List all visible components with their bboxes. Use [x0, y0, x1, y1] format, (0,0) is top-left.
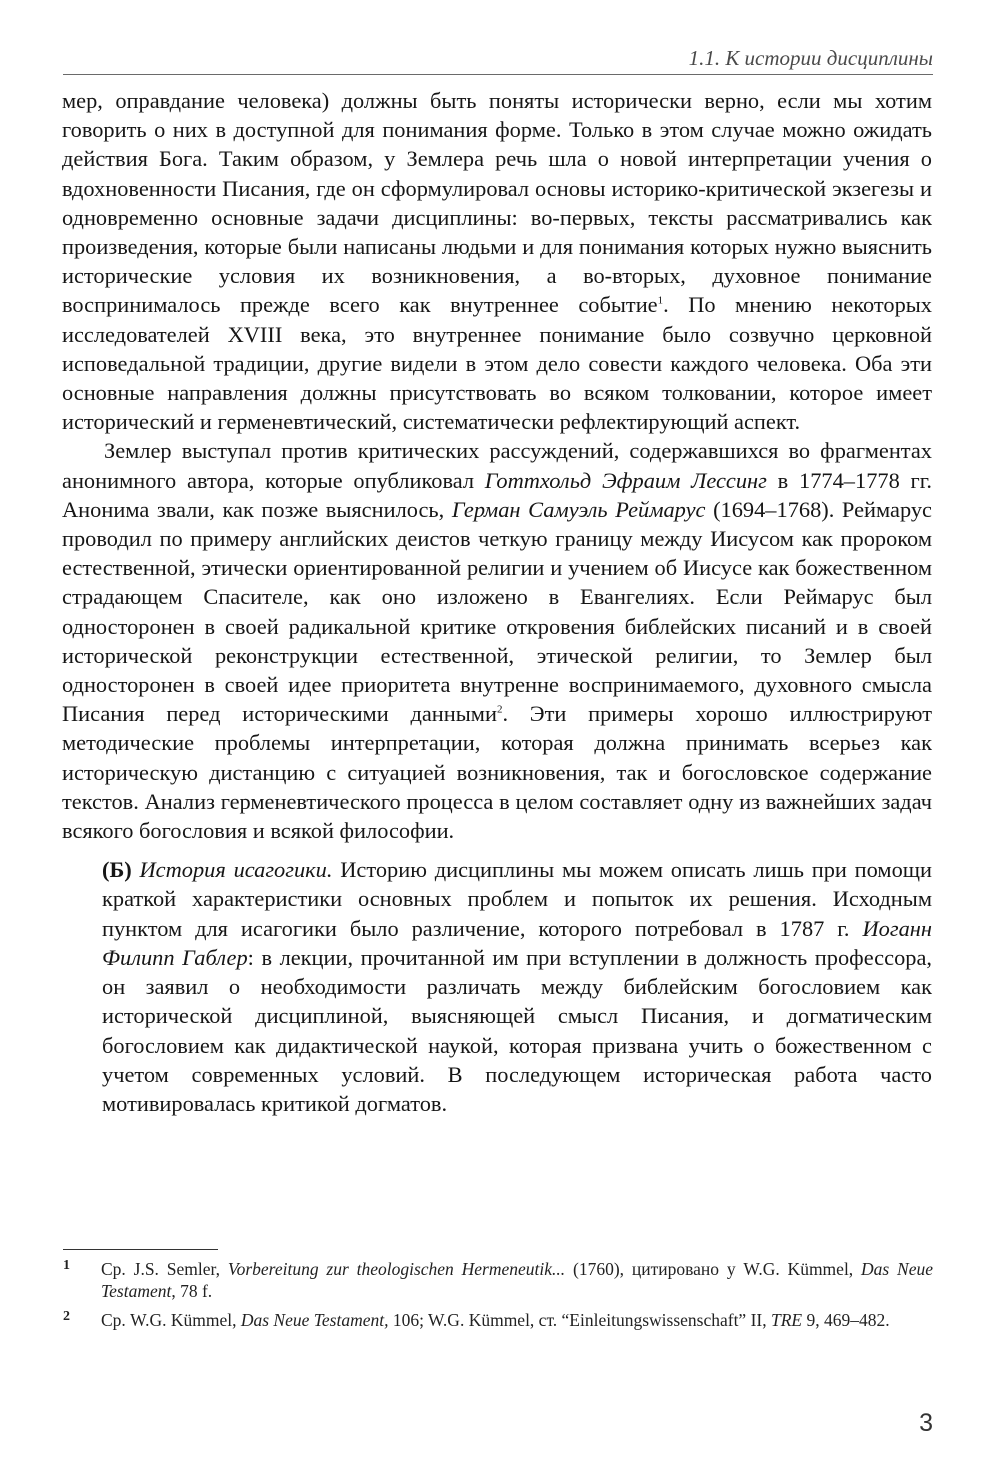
person-name-lessing: Готтхольд Эфраим Лессинг [484, 467, 767, 493]
person-name-gabler: Иоганн Филипп Габлер [102, 915, 932, 970]
main-text [62, 86, 932, 1118]
person-name-reimarus: Герман Самуэль Реймарус [451, 496, 706, 522]
footnote-2-title: Das Neue Testament, [240, 1310, 389, 1330]
section-b-paragraph [102, 855, 932, 1118]
footnote-2 [63, 1309, 933, 1331]
paragraph-2-text-b: в 1774–1778 гг. Анонима звали, как позже выяснилось, [62, 467, 932, 522]
footnote-1-book: Das Neue Testament [101, 1259, 934, 1301]
footnote-ref-1[interactable]: 1 [657, 294, 664, 307]
running-header: 1.1. К истории дисциплины [688, 46, 933, 70]
section-b-text-a: Историю дисциплины мы можем описать лишь при помощи краткой характеристики основных проблем и попыток их решения. Исходным пунктом для исагогики было различение, которого потребовал в 1787 г. [102, 857, 932, 941]
footnote-ref-2[interactable]: 2 [496, 703, 503, 716]
footnote-1-text-b: (1760), цитировано у W.G. Kümmel, [565, 1259, 862, 1279]
paragraph-2 [62, 436, 932, 845]
footnote-rule [63, 1249, 218, 1250]
section-b-label: (Б) [102, 857, 132, 883]
footnote-1-title: Vorbereitung zur theologischen Hermeneutik... [227, 1259, 566, 1279]
paragraph-1 [62, 86, 932, 436]
paragraph-2-text-d: . Эти примеры хорошо иллюстрируют методические проблемы интерпретации, которая должна принимать всерьез как историческую дистанцию с ситуацией возникновения, так и богословское содержание текстов. Анализ герменевтического процесса в целом составляет одну из важнейших задач всякого богословия и всякой философии. [62, 701, 933, 844]
paragraph-1-text-b: . По мнению некоторых исследователей XVIII века, это внутреннее понимание было созвучно церковной исповедальной традиции, другие видели в этом дело совести каждого человека. Оба эти основные направления должны присутствовать во всяком толковании, которое имеет исторический и герменевтический, систематически рефлектирующий аспект. [62, 292, 932, 435]
paragraph-2-text-a: Землер выступал против критических рассуждений, содержавшихся во фрагментах анонимного автора, которые опубликовал [62, 438, 932, 493]
paragraph-1-text-a: мер, оправдание человека) должны быть поняты исторически верно, если мы хотим говорить о них в доступной для понимания форме. Только в этом случае можно ожидать действия Бога. Таким образом, у Землера речь шла о новой интерпретации учения о вдохновенности Писания, где он сформулировал основы историко-критической экзегезы и одновременно основные задачи дисциплины: во-первых, тексты рассматривались как произведения, которые были написаны людьми и для понимания которых нужно выяснить исторические условия их возникновения, а во-вторых, духовное понимание воспринималось прежде всего как внутреннее событие [62, 88, 932, 318]
footnote-2-text-b: 106; W.G. Kümmel, ст. “Einleitungswissenschaft” II, [388, 1310, 771, 1330]
footnote-1-text-c: , 78 f. [171, 1281, 213, 1301]
footnote-2-journal: TRE [770, 1310, 803, 1330]
page-number: 3 [919, 1409, 933, 1437]
paragraph-2-text-c: (1694–1768). Реймарус проводил по примеру английских деистов четкую границу между Иисусом как пророком естественной, этически ориентированной религии и учением об Иисусе как божественном страдающем Спасителе, как оно изложено в Евангелиях. Если Реймарус был односторонен в своей радикальной критике откровения библейских писаний и в своей исторической реконструкции естественной, этической религии, то Землер был односторонен в своей идее приоритета внутренне воспринимаемого, духовного смысла Писания перед историческими данными [62, 496, 932, 727]
section-b-title: История исагогики. [139, 857, 333, 883]
section-b-text-b: : в лекции, прочитанной им при вступлении в должность профессора, он заявил о необходимости различать между библейским богословием как исторической дисциплиной, выясняющей смысл Писания, и догматическим богословием как дидактической наукой, которая призвана учить о божественном с учетом современных условий. В последующем историческая работа часто мотивировалась критикой догматов. [102, 944, 932, 1116]
footnote-2-mark: 2 [63, 1309, 70, 1324]
footnote-1 [63, 1258, 933, 1302]
footnote-2-text-a: Ср. W.G. Kümmel, [101, 1310, 241, 1330]
footnote-1-text-a: Ср. J.S. Semler, [101, 1259, 228, 1279]
footnote-2-text-c: 9, 469–482. [802, 1310, 890, 1330]
footnote-1-mark: 1 [63, 1258, 70, 1273]
footnotes [63, 1258, 933, 1338]
header-rule [63, 74, 933, 75]
